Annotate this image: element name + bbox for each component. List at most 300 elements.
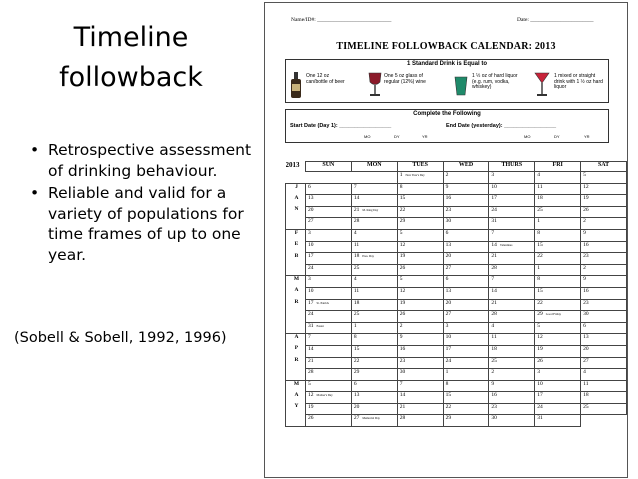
day-cell[interactable] <box>581 322 627 334</box>
day-cell[interactable] <box>397 183 443 195</box>
day-cell[interactable] <box>397 392 443 404</box>
day-cell[interactable] <box>535 345 581 357</box>
day-cell[interactable] <box>443 415 489 427</box>
day-cell[interactable] <box>305 322 351 334</box>
day-cell[interactable] <box>489 218 535 230</box>
day-number: 28 <box>491 264 497 271</box>
day-cell[interactable] <box>489 172 535 184</box>
day-number: 22 <box>537 299 543 306</box>
start-date-field: Start Date (Day 1): _________________ <box>290 123 392 129</box>
day-number: 7 <box>491 229 495 236</box>
day-cell[interactable] <box>443 183 489 195</box>
day-number: 26 <box>399 311 406 318</box>
day-number: 3 <box>307 276 311 283</box>
calendar-week-row <box>286 345 627 357</box>
day-number: 9 <box>583 229 586 236</box>
month-letter: B <box>286 253 306 265</box>
month-letter: P <box>286 345 306 357</box>
day-cell[interactable] <box>351 403 397 415</box>
day-header: SUN <box>305 162 351 172</box>
day-cell[interactable] <box>489 264 535 276</box>
day-cell[interactable] <box>443 322 489 334</box>
day-cell[interactable] <box>443 241 489 253</box>
holiday-label: M. King Day <box>362 207 379 212</box>
day-number: 13 <box>353 392 360 399</box>
day-number: 2 <box>491 369 495 376</box>
day-number: 1 <box>537 264 541 271</box>
day-cell[interactable] <box>489 311 535 323</box>
bullet-icon: • <box>30 184 40 202</box>
day-cell[interactable] <box>443 229 489 241</box>
day-cell[interactable] <box>489 276 535 288</box>
day-number: 7 <box>399 380 403 387</box>
day-cell[interactable] <box>351 206 397 218</box>
day-number: 28 <box>307 369 314 376</box>
day-number: 16 <box>399 345 406 352</box>
day-cell[interactable] <box>397 369 443 381</box>
day-cell[interactable] <box>535 241 581 253</box>
day-number: 6 <box>445 229 449 236</box>
month-letter <box>286 322 306 334</box>
day-cell[interactable] <box>305 172 351 184</box>
day-cell[interactable] <box>351 287 397 299</box>
day-cell[interactable] <box>535 287 581 299</box>
day-cell[interactable] <box>443 357 489 369</box>
day-cell[interactable] <box>443 195 489 207</box>
day-number: 2 <box>445 172 449 178</box>
cocktail-glass-icon <box>534 72 550 98</box>
day-cell[interactable] <box>581 415 627 427</box>
day-number: 31 <box>537 415 543 422</box>
calendar-week-row <box>286 357 627 369</box>
day-cell[interactable] <box>581 357 627 369</box>
day-cell[interactable] <box>535 206 581 218</box>
day-cell[interactable] <box>397 253 443 265</box>
day-cell[interactable] <box>489 183 535 195</box>
day-number: 19 <box>583 195 589 202</box>
day-number: 19 <box>307 403 314 410</box>
day-cell[interactable] <box>397 357 443 369</box>
day-number: 4 <box>353 276 357 283</box>
day-cell[interactable] <box>443 253 489 265</box>
day-number: 6 <box>445 276 449 283</box>
day-cell[interactable] <box>351 369 397 381</box>
day-number: 15 <box>537 287 543 294</box>
day-number: 15 <box>537 241 543 248</box>
day-number: 25 <box>491 357 497 364</box>
day-cell[interactable] <box>351 276 397 288</box>
date-field: Date: _______________________ <box>517 17 594 23</box>
day-cell[interactable] <box>581 299 627 311</box>
day-number: 7 <box>353 183 357 190</box>
day-cell[interactable] <box>305 357 351 369</box>
day-number: 5 <box>537 322 541 329</box>
day-cell[interactable] <box>305 183 351 195</box>
day-cell[interactable] <box>443 206 489 218</box>
day-cell[interactable] <box>443 345 489 357</box>
day-number: 20 <box>445 299 452 306</box>
day-cell[interactable] <box>351 299 397 311</box>
month-letter: A <box>286 392 306 404</box>
day-cell[interactable] <box>305 264 351 276</box>
day-cell[interactable] <box>443 276 489 288</box>
day-number: 6 <box>353 380 357 387</box>
day-cell[interactable] <box>397 206 443 218</box>
day-number: 15 <box>399 195 406 202</box>
day-number: 17 <box>307 253 314 260</box>
day-cell[interactable] <box>305 415 351 427</box>
calendar-week-row <box>286 287 627 299</box>
day-number: 13 <box>445 241 452 248</box>
day-cell[interactable] <box>535 369 581 381</box>
day-number: 15 <box>353 345 360 352</box>
day-number: 21 <box>491 299 497 306</box>
day-number: 5 <box>583 172 586 178</box>
day-number: 25 <box>353 264 360 271</box>
day-number: 13 <box>445 287 452 294</box>
day-cell[interactable] <box>305 287 351 299</box>
day-cell[interactable] <box>397 264 443 276</box>
calendar-week-row <box>286 334 627 346</box>
day-number: 24 <box>445 357 452 364</box>
day-cell[interactable] <box>581 241 627 253</box>
name-id-field: Name/ID#: ___________________________ <box>291 17 392 23</box>
month-letter <box>286 264 306 276</box>
day-cell[interactable] <box>581 392 627 404</box>
day-number: 16 <box>491 392 497 399</box>
day-cell[interactable] <box>351 229 397 241</box>
day-cell[interactable] <box>305 299 351 311</box>
day-number: 5 <box>307 380 311 387</box>
day-number: 3 <box>307 229 311 236</box>
day-cell[interactable] <box>397 345 443 357</box>
day-number: 2 <box>583 218 586 225</box>
calendar-year: 2013 <box>285 161 300 169</box>
day-cell[interactable] <box>397 299 443 311</box>
day-cell[interactable] <box>489 322 535 334</box>
day-cell[interactable] <box>581 206 627 218</box>
day-cell[interactable] <box>535 322 581 334</box>
day-number: 8 <box>353 334 357 341</box>
day-cell[interactable] <box>489 357 535 369</box>
day-cell[interactable] <box>581 172 627 184</box>
day-number: 23 <box>399 357 406 364</box>
day-cell[interactable] <box>535 229 581 241</box>
day-number: 14 <box>491 241 497 248</box>
day-number: 16 <box>583 241 589 248</box>
day-cell[interactable] <box>581 229 627 241</box>
day-cell[interactable] <box>443 403 489 415</box>
day-cell[interactable] <box>443 172 489 184</box>
day-cell[interactable] <box>535 357 581 369</box>
day-number: 9 <box>491 380 495 387</box>
day-number: 12 <box>399 241 406 248</box>
day-cell[interactable] <box>489 229 535 241</box>
day-cell[interactable] <box>581 380 627 392</box>
standard-drink-header: 1 Standard Drink is Equal to <box>406 61 487 67</box>
calendar-week-row <box>286 311 627 323</box>
day-cell[interactable] <box>535 299 581 311</box>
day-number: 1 <box>445 369 449 376</box>
day-number: 22 <box>399 206 406 213</box>
tlfb-calendar-form <box>264 2 628 478</box>
calendar-week-row <box>286 183 627 195</box>
day-number: 17 <box>491 195 497 202</box>
day-cell[interactable] <box>443 369 489 381</box>
day-cell[interactable] <box>351 345 397 357</box>
slide-title <box>20 18 242 98</box>
day-number: 19 <box>399 253 406 260</box>
day-header: WED <box>443 162 489 172</box>
day-number: 10 <box>445 334 452 341</box>
day-cell[interactable] <box>397 380 443 392</box>
day-number: 21 <box>399 403 406 410</box>
day-number: 30 <box>491 415 497 422</box>
day-number: 3 <box>537 369 541 376</box>
day-cell[interactable] <box>305 229 351 241</box>
holiday-label: Valentines <box>499 242 513 247</box>
day-cell[interactable] <box>443 287 489 299</box>
bullet-item: • Retrospective assessment of drinking behaviour. <box>30 141 252 180</box>
day-cell[interactable] <box>489 206 535 218</box>
day-number: 26 <box>583 206 589 213</box>
day-cell[interactable] <box>489 380 535 392</box>
day-cell[interactable] <box>397 403 443 415</box>
day-number: 5 <box>399 229 403 236</box>
month-letter: M <box>286 276 306 288</box>
day-cell[interactable] <box>489 253 535 265</box>
day-cell[interactable] <box>489 345 535 357</box>
day-cell[interactable] <box>351 241 397 253</box>
day-cell[interactable] <box>535 195 581 207</box>
day-cell[interactable] <box>535 392 581 404</box>
day-cell[interactable] <box>443 264 489 276</box>
calendar-week-row <box>286 415 627 427</box>
day-cell[interactable] <box>581 287 627 299</box>
day-cell[interactable] <box>535 276 581 288</box>
day-cell[interactable] <box>351 415 397 427</box>
day-cell[interactable] <box>489 195 535 207</box>
day-number: 6 <box>583 322 586 329</box>
day-cell[interactable] <box>489 415 535 427</box>
day-cell[interactable] <box>489 299 535 311</box>
day-cell[interactable] <box>489 287 535 299</box>
month-letter: A <box>286 287 306 299</box>
day-cell[interactable] <box>397 195 443 207</box>
day-number: 21 <box>307 357 314 364</box>
calendar-week-row <box>286 322 627 334</box>
sub-label: MO <box>524 134 531 139</box>
calendar-week-row <box>286 392 627 404</box>
day-number: 13 <box>307 195 314 202</box>
day-number: 12 <box>583 183 589 190</box>
drink-beer: One 12 oz can/bottle of beer <box>306 73 345 85</box>
day-cell[interactable] <box>351 253 397 265</box>
day-header: MON <box>351 162 397 172</box>
day-cell[interactable] <box>489 334 535 346</box>
day-number: 9 <box>399 334 403 341</box>
day-cell[interactable] <box>397 172 443 184</box>
day-number: 19 <box>399 299 406 306</box>
month-letter: A <box>286 334 306 346</box>
day-cell[interactable] <box>351 218 397 230</box>
day-number: 11 <box>583 380 589 387</box>
day-number: 21 <box>491 253 497 260</box>
day-cell[interactable] <box>581 253 627 265</box>
day-cell[interactable] <box>535 311 581 323</box>
day-cell[interactable] <box>305 253 351 265</box>
day-number: 27 <box>445 264 452 271</box>
day-cell[interactable] <box>581 264 627 276</box>
day-cell[interactable] <box>351 380 397 392</box>
holiday-label: Memorial Day <box>362 416 380 421</box>
day-cell[interactable] <box>581 345 627 357</box>
day-cell[interactable] <box>305 380 351 392</box>
day-cell[interactable] <box>305 218 351 230</box>
day-cell[interactable] <box>305 241 351 253</box>
day-cell[interactable] <box>351 264 397 276</box>
day-number: 30 <box>399 369 406 376</box>
day-cell[interactable] <box>351 183 397 195</box>
day-number: 4 <box>583 369 586 376</box>
month-letter: F <box>286 229 306 241</box>
day-number: 8 <box>537 229 541 236</box>
bullet-icon: • <box>30 141 40 159</box>
slide-title-line-2: followback <box>59 62 203 93</box>
day-cell[interactable] <box>535 183 581 195</box>
day-cell[interactable] <box>351 357 397 369</box>
day-number: 23 <box>583 299 589 306</box>
day-cell[interactable] <box>397 334 443 346</box>
day-cell[interactable] <box>535 334 581 346</box>
beer-bottle-icon <box>290 72 302 98</box>
day-number: 22 <box>445 403 452 410</box>
day-cell[interactable] <box>443 218 489 230</box>
day-cell[interactable] <box>489 241 535 253</box>
day-cell[interactable] <box>305 403 351 415</box>
day-cell[interactable] <box>397 276 443 288</box>
sub-label: YR <box>422 134 428 139</box>
day-number: 26 <box>399 264 406 271</box>
sub-label: DY <box>554 134 560 139</box>
day-cell[interactable] <box>397 241 443 253</box>
day-number: 14 <box>399 392 406 399</box>
day-cell[interactable] <box>305 311 351 323</box>
day-cell[interactable] <box>305 334 351 346</box>
day-cell[interactable] <box>581 218 627 230</box>
calendar-week-row <box>286 369 627 381</box>
day-cell[interactable] <box>305 369 351 381</box>
day-cell[interactable] <box>489 369 535 381</box>
day-cell[interactable] <box>305 206 351 218</box>
day-cell[interactable] <box>581 183 627 195</box>
day-number: 10 <box>307 241 314 248</box>
day-number: 28 <box>353 218 360 225</box>
day-cell[interactable] <box>535 380 581 392</box>
day-cell[interactable] <box>581 369 627 381</box>
day-cell[interactable] <box>305 392 351 404</box>
day-cell[interactable] <box>351 322 397 334</box>
day-cell[interactable] <box>535 415 581 427</box>
holiday-label: Pres. Day <box>362 254 374 259</box>
day-cell[interactable] <box>581 334 627 346</box>
day-header: SAT <box>581 162 627 172</box>
complete-following-box <box>285 109 609 143</box>
day-number: 24 <box>537 403 543 410</box>
day-cell[interactable] <box>581 195 627 207</box>
day-cell[interactable] <box>443 380 489 392</box>
day-number: 8 <box>445 380 449 387</box>
day-cell[interactable] <box>535 172 581 184</box>
calendar-week-row <box>286 299 627 311</box>
day-cell[interactable] <box>397 322 443 334</box>
day-number: 9 <box>445 183 449 190</box>
day-cell[interactable] <box>489 392 535 404</box>
day-number: 29 <box>399 218 406 225</box>
day-cell[interactable] <box>397 415 443 427</box>
day-header: TUES <box>397 162 443 172</box>
day-cell[interactable] <box>351 392 397 404</box>
day-number: 15 <box>445 392 452 399</box>
day-cell[interactable] <box>581 403 627 415</box>
day-number: 1 <box>537 218 541 225</box>
day-header: THURS <box>489 162 535 172</box>
month-letter: E <box>286 241 306 253</box>
day-cell[interactable] <box>351 195 397 207</box>
calendar-week-row <box>286 380 627 392</box>
day-cell[interactable] <box>489 403 535 415</box>
day-cell[interactable] <box>535 218 581 230</box>
day-number: 18 <box>491 345 497 352</box>
day-cell[interactable] <box>443 392 489 404</box>
day-cell[interactable] <box>397 287 443 299</box>
day-cell[interactable] <box>305 276 351 288</box>
day-cell[interactable] <box>535 264 581 276</box>
day-cell[interactable] <box>443 299 489 311</box>
day-number: 10 <box>307 287 314 294</box>
day-cell[interactable] <box>397 229 443 241</box>
shot-glass-icon <box>454 76 468 96</box>
day-number: 8 <box>399 183 403 190</box>
day-cell[interactable] <box>397 218 443 230</box>
day-cell[interactable] <box>581 276 627 288</box>
day-number: 20 <box>353 403 360 410</box>
day-cell[interactable] <box>351 172 397 184</box>
day-number: 16 <box>445 195 452 202</box>
day-cell[interactable] <box>535 403 581 415</box>
day-cell[interactable] <box>535 253 581 265</box>
day-cell[interactable] <box>581 311 627 323</box>
day-number: 12 <box>537 334 543 341</box>
day-number: 24 <box>307 311 314 318</box>
day-cell[interactable] <box>351 334 397 346</box>
day-cell[interactable] <box>305 345 351 357</box>
day-cell[interactable] <box>351 311 397 323</box>
calendar-week-row <box>286 264 627 276</box>
day-cell[interactable] <box>443 311 489 323</box>
month-letter: N <box>286 206 306 218</box>
day-cell[interactable] <box>397 311 443 323</box>
calendar-week-row <box>286 218 627 230</box>
month-letter: J <box>286 183 306 195</box>
day-number: 1 <box>399 172 403 178</box>
day-number: 31 <box>307 322 314 329</box>
day-number: 5 <box>399 276 403 283</box>
day-cell[interactable] <box>305 195 351 207</box>
day-number: 29 <box>537 311 543 318</box>
day-cell[interactable] <box>443 334 489 346</box>
day-number: 18 <box>537 195 543 202</box>
